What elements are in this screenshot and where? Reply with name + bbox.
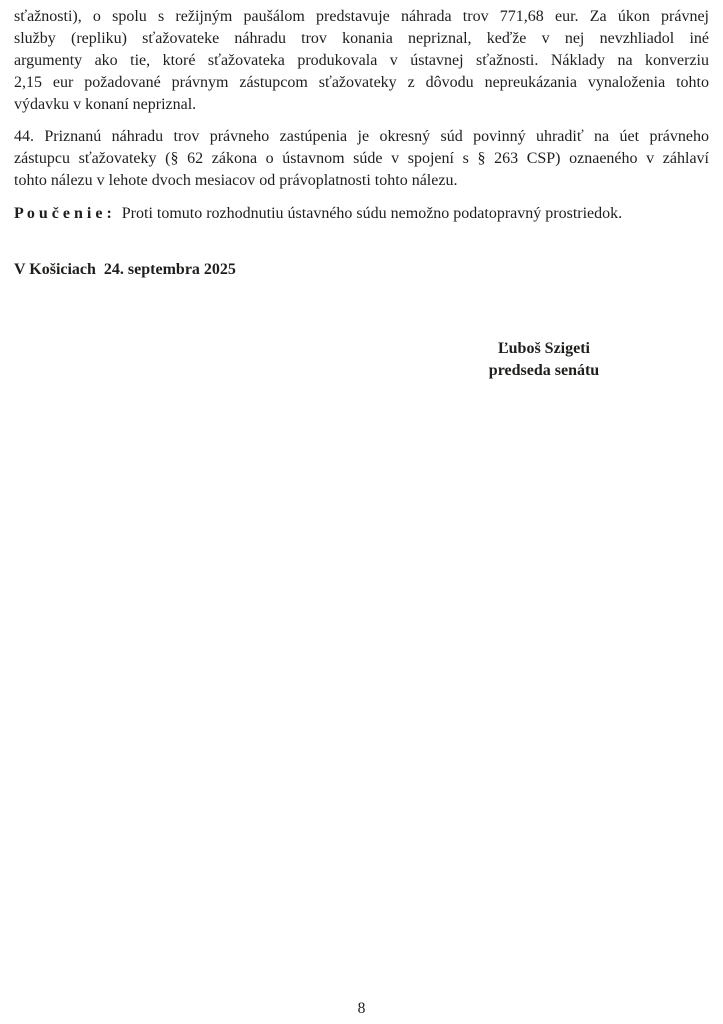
poucenie-label: P o u č e n i e : <box>14 205 112 222</box>
paragraph-costs-continuation <box>14 6 709 116</box>
page-footer <box>0 998 723 1020</box>
paragraph-line: zástupcu sťažovateky (§ 62 zákona o ústavnom súde v spojení s § 263 CSP) oznaeného v záhlaví <box>14 150 709 167</box>
date-line: V Košiciach 24. septembra 2025 <box>14 261 236 278</box>
paragraph-line: sťažnosti), o spolu s režijným paušálom predstavuje náhrada trov 771,68 eur. Za úkon právnej <box>14 8 709 25</box>
document-content <box>0 0 723 382</box>
page-number: 8 <box>357 1000 366 1017</box>
paragraph-line: služby (repliku) sťažovateke náhradu trov konania nepriznal, keďže v nej nevzhliadol iné <box>14 30 709 47</box>
paragraph-line: výdavku v konaní nepriznal. <box>14 96 197 113</box>
paragraph-line: 44. Priznanú náhradu trov právneho zastúpenia je okresný súd povinný uhradiť na úet právneho <box>14 128 709 145</box>
paragraph-line: argumenty ako tie, ktoré sťažovateka produkovala v ústavnej sťažnosti. Náklady na konverziu <box>14 52 709 69</box>
paragraph-line: tohto nálezu v lehote dvoch mesiacov od právoplatnosti tohto nálezu. <box>14 172 458 189</box>
paragraph-line: 2,15 eur požadované právnym zástupcom sťažovateky z dôvodu nepreukázania vynaloženia tohto <box>14 74 709 91</box>
poucenie-section <box>14 203 709 225</box>
signature-block <box>444 338 644 382</box>
signature-name: Ľuboš Szigeti <box>497 340 590 357</box>
poucenie-text: Proti tomuto rozhodnutiu ústavného súdu nemožno podatopravný prostriedok. <box>121 205 623 222</box>
signature-title: predseda senátu <box>488 362 600 379</box>
paragraph-44 <box>14 126 709 192</box>
